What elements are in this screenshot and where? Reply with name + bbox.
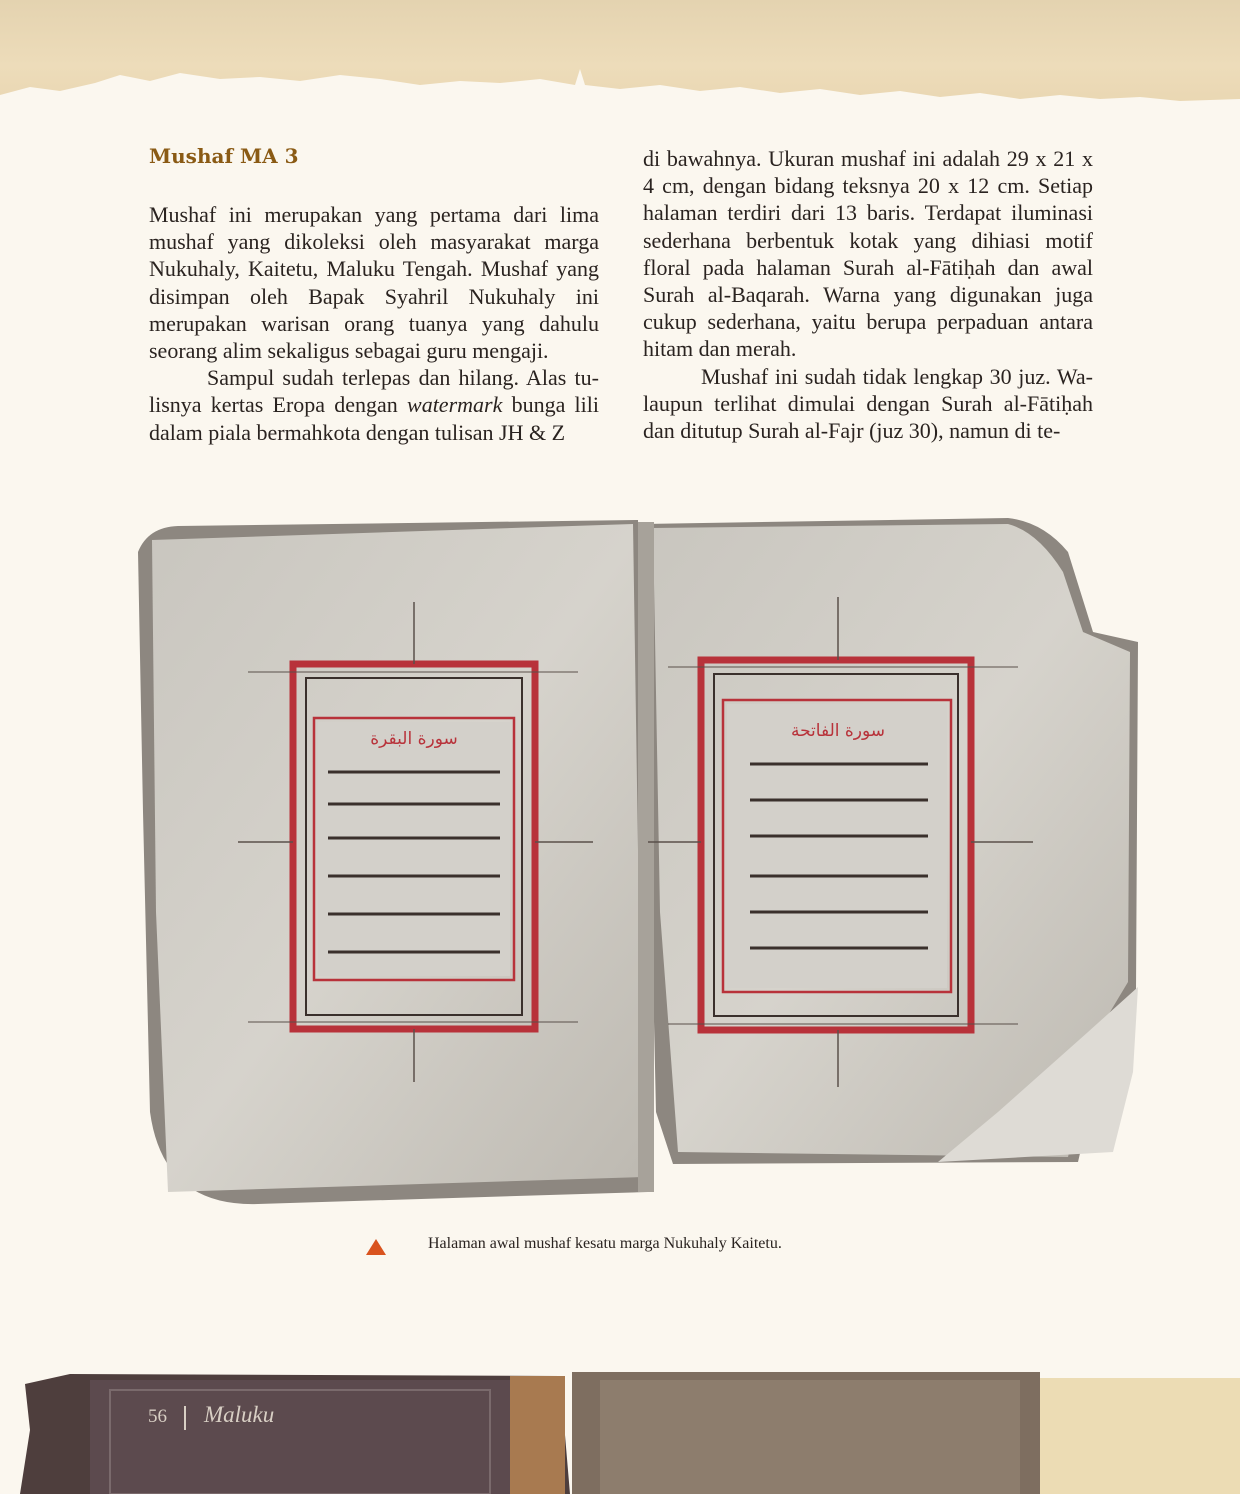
caption-triangle-icon <box>365 1238 387 1256</box>
paragraph: Mushaf ini sudah tidak lengkap 30 juz. Walaupun terlihat dimulai dengan Surah al-Fātiḥah dan ditutup Surah al-Fajr (juz 30), namun di te- <box>643 363 1093 444</box>
paragraph: di bawahnya. Ukuran mushaf ini adalah 29 x 21 x 4 cm, dengan bidang teksnya 20 x 12 cm. Setiap halaman terdiri dari 13 baris. Terdapat iluminasi sederhana berbentuk kotak yang dihiasi motif floral pada halaman Surah al-Fātiḥah dan awal Surah al-Baqarah. Warna yang digunakan juga cukup sederhana, yaitu berupa perpaduan antara hitam dan merah. <box>643 146 1093 362</box>
torn-paper-edge <box>0 55 1240 115</box>
footer-separator <box>184 1406 186 1430</box>
figure-caption: Halaman awal mushaf kesatu marga Nukuhaly Kaitetu. <box>428 1235 782 1252</box>
surah-heading: سورة البقرة <box>370 729 458 749</box>
paragraph: Sampul sudah terlepas dan hilang. Alas tulisnya kertas Eropa dengan watermark bunga lili dalam piala bermahkota dengan tulisan JH & Z <box>149 365 599 445</box>
page-number: 56 <box>148 1406 167 1427</box>
bottom-photo-strip <box>0 1370 1240 1494</box>
section-heading: Mushaf MA 3 <box>149 144 299 168</box>
surah-heading: سورة الفاتحة <box>790 721 886 741</box>
italic-term: watermark <box>407 392 503 418</box>
torn-paper-header-band <box>0 0 1240 110</box>
paragraph: Mushaf ini merupakan yang pertama dari lima mushaf yang dikoleksi oleh masyarakat marga Nukuhaly, Kaitetu, Maluku Tengah. Mushaf yang disimpan oleh Bapak Syahril Nukuhaly ini merupakan warisan orang tuanya yang dahulu seorang alim sekaligus sebagai guru mengaji. <box>149 202 599 364</box>
text-column-left <box>149 201 599 446</box>
running-footer-title: Maluku <box>204 1402 275 1427</box>
text-column-right <box>643 145 1093 444</box>
manuscript-photo <box>138 512 1140 1212</box>
